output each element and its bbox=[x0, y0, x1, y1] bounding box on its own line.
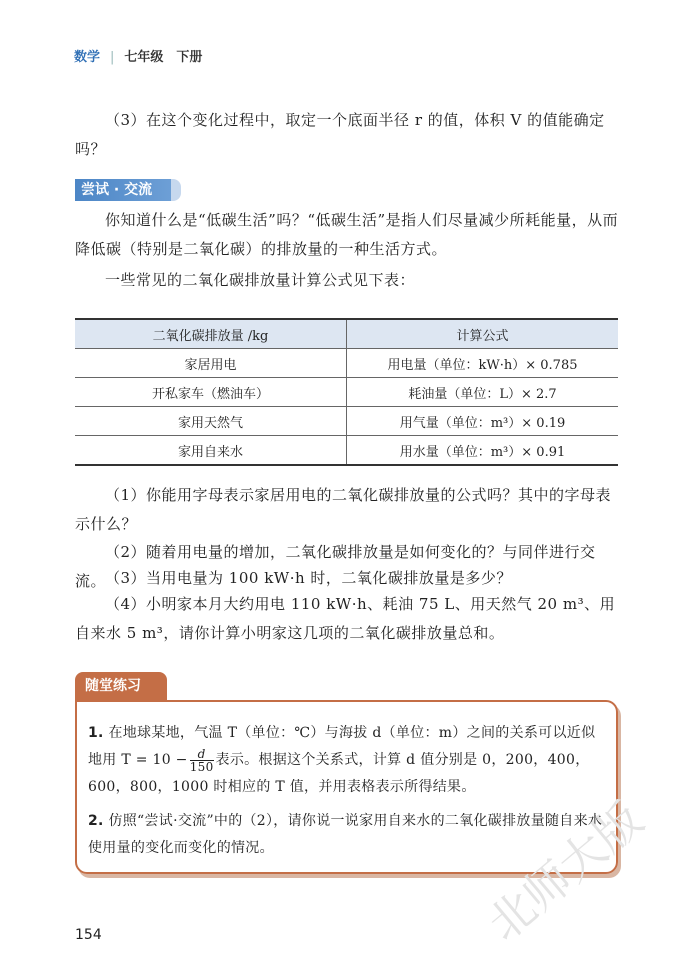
question-4: （4）小明家本月大约用电 110 kW·h、耗油 75 L、用天然气 20 m³、用自来水 5 m³，请你计算小明家这几项的二氧化碳排放量总和。 bbox=[75, 595, 616, 642]
page-number: 154 bbox=[75, 927, 102, 943]
numerator: d bbox=[190, 748, 214, 761]
watermark: 北师大版 bbox=[477, 791, 653, 952]
cell: 耗油量（单位：L）× 2.7 bbox=[347, 378, 619, 407]
question-1: （1）你能用字母表示家居用电的二氧化碳排放量的公式吗？其中的字母表示什么？ bbox=[75, 486, 612, 533]
grade: 七年级 下册 bbox=[124, 50, 203, 65]
table-header bbox=[75, 319, 618, 349]
section-tag: 尝试 · 交流 bbox=[75, 179, 171, 201]
denominator: 150 bbox=[189, 759, 214, 774]
cell: 用电量（单位：kW·h）× 0.785 bbox=[347, 349, 619, 378]
table-row bbox=[75, 349, 618, 378]
exercise-text: 表示。根据这个关系式，计算 d 值分别是 0，200，400，600，800，1000 时相应的 T 值，并用表格表示所得结果。 bbox=[88, 752, 590, 795]
exercise-1 bbox=[88, 720, 608, 801]
emission-table bbox=[75, 318, 618, 466]
col-header: 计算公式 bbox=[347, 319, 619, 349]
cell: 用气量（单位：m³）× 0.19 bbox=[347, 407, 619, 436]
table-row bbox=[75, 378, 618, 407]
cell: 家居用电 bbox=[75, 349, 347, 378]
cell: 家用自来水 bbox=[75, 436, 347, 466]
table-row bbox=[75, 407, 618, 436]
exercise-number: 2. bbox=[88, 813, 104, 829]
table-intro: 一些常见的二氧化碳排放量计算公式见下表： bbox=[105, 271, 416, 289]
exercise-text: 仿照“尝试·交流”中的（2），请你说一说家用自来水的二氧化碳排放量随自来水使用量的变化而变化的情况。 bbox=[88, 813, 603, 856]
question-3-prev: （3）在这个变化过程中，取定一个底面半径 r 的值，体积 V 的值能确定吗？ bbox=[75, 111, 605, 158]
cell: 家用天然气 bbox=[75, 407, 347, 436]
table-row bbox=[75, 436, 618, 466]
practice-tab: 随堂练习 bbox=[75, 672, 167, 702]
exercise-number: 1. bbox=[88, 725, 104, 741]
subject: 数学 bbox=[74, 50, 101, 65]
cell: 用水量（单位：m³）× 0.91 bbox=[347, 436, 619, 466]
intro-paragraph: 你知道什么是“低碳生活”吗？“低碳生活”是指人们尽量减少所耗能量，从而降低碳（特别是二氧化碳）的排放量的一种生活方式。 bbox=[75, 211, 619, 258]
question-2: （2）随着用电量的增加，二氧化碳排放量是如何变化的？与同伴进行交流。 bbox=[75, 543, 596, 590]
fraction bbox=[190, 748, 214, 773]
running-header bbox=[74, 46, 202, 65]
separator: | bbox=[110, 50, 115, 65]
cell: 开私家车（燃油车） bbox=[75, 378, 347, 407]
col-header: 二氧化碳排放量 /kg bbox=[75, 319, 347, 349]
exercise-2 bbox=[88, 808, 608, 862]
question-3: （3）当用电量为 100 kW·h 时，二氧化碳排放量是多少？ bbox=[105, 569, 512, 587]
exercise-text: 在地球某地，气温 T（单位：℃）与海拔 d（单位：m）之间的关系可以近似地用 T = 10 − bbox=[88, 725, 596, 768]
